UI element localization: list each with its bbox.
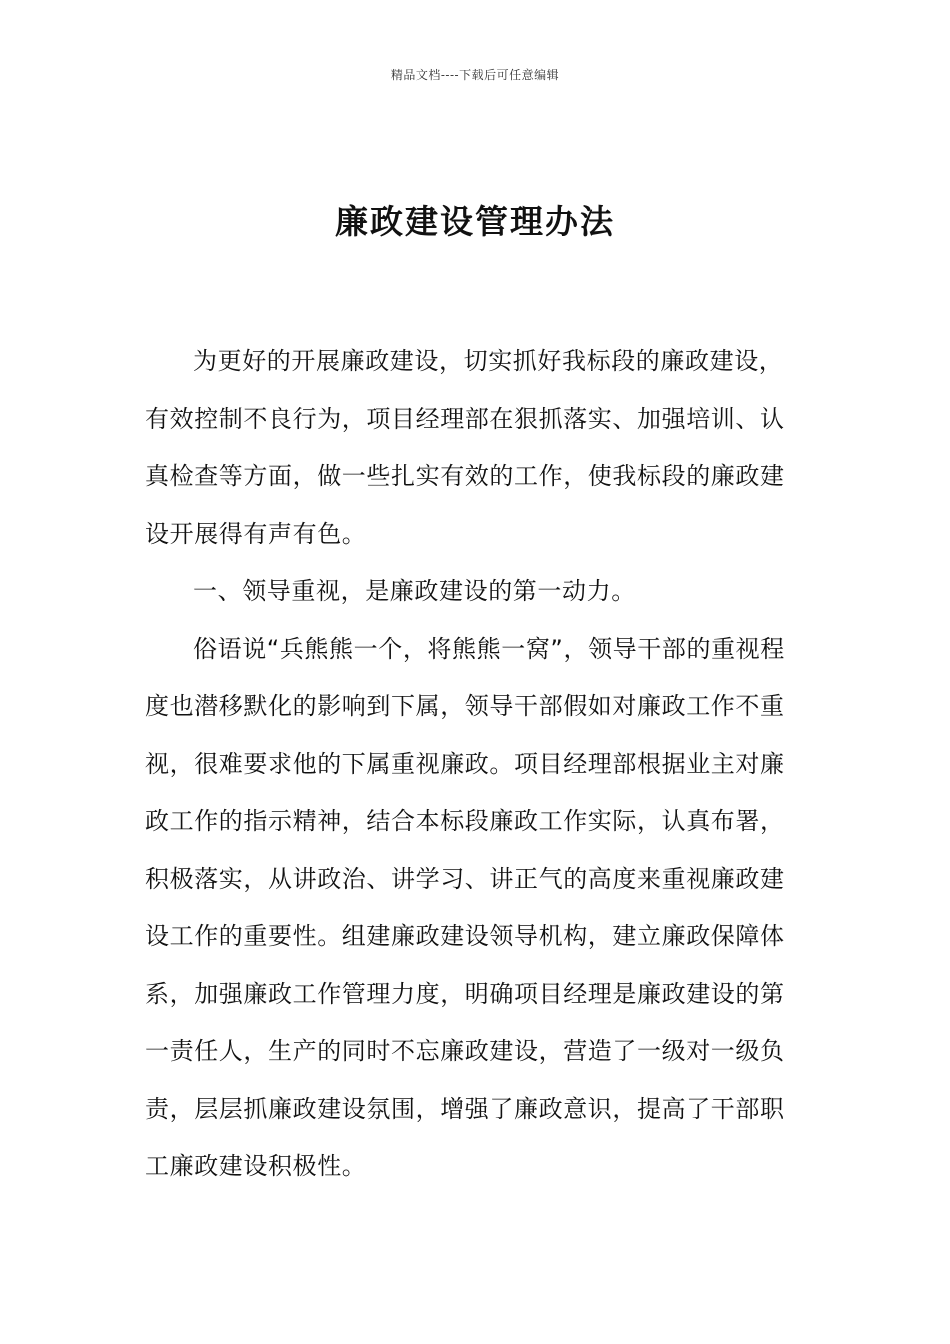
document-title: 廉政建设管理办法 [335, 202, 615, 241]
document-body [145, 333, 795, 1196]
paragraph-section-1: 俗语说“兵熊熊一个，将熊熊一窝”，领导干部的重视程度也潜移默化的影响到下属，领导干部假如对廉政工作不重视，很难要求他的下属重视廉政。项目经理部根据业主对廉政工作的指示精神，结合本标段廉政工作实际，认真布署，积极落实，从讲政治、讲学习、讲正气的高度来重视廉政建设工作的重要性。组建廉政建设领导机构，建立廉政保障体系，加强廉政工作管理力度，明确项目经理是廉政建设的第一责任人，生产的同时不忘廉政建设，营造了一级对一级负责，层层抓廉政建设氛围，增强了廉政意识，提高了干部职工廉政建设积极性。 [145, 634, 785, 1180]
header-note: 精品文档----下载后可任意编辑 [390, 68, 560, 82]
paragraph-intro: 为更好的开展廉政建设，切实抓好我标段的廉政建设，有效控制不良行为，项目经理部在狠抓落实、加强培训、认真检查等方面，做一些扎实有效的工作，使我标段的廉政建设开展得有声有色。 [145, 347, 785, 548]
section-heading-1: 一、领导重视，是廉政建设的第一动力。 [193, 577, 636, 605]
